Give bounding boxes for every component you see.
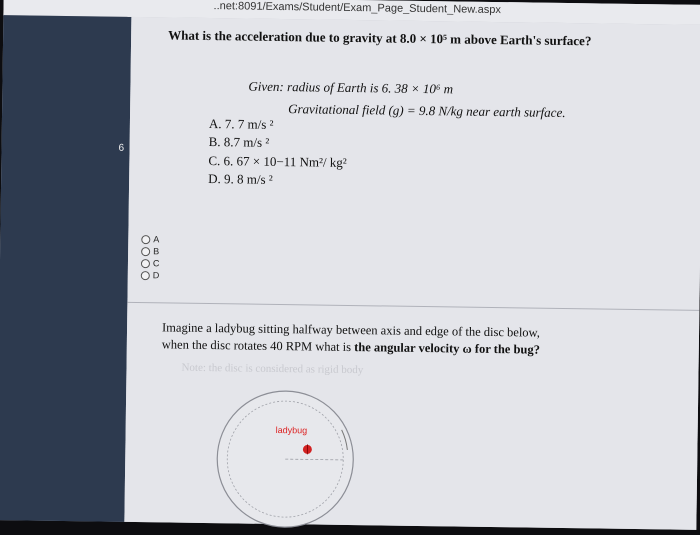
- ladybug-label: ladybug: [276, 425, 308, 435]
- radio-label: A: [153, 234, 159, 244]
- radio-option-c[interactable]: [141, 257, 160, 269]
- option-a: A. 7. 7 m/s ²: [209, 116, 274, 133]
- question-2-line2b: the angular velocity ω for the bug?: [354, 340, 540, 357]
- option-c: C. 6. 67 × 10−11 Nm²/ kg²: [208, 153, 346, 171]
- radio-circle-icon[interactable]: [141, 247, 150, 256]
- question-2-text: [162, 319, 592, 359]
- radio-option-a[interactable]: [141, 233, 160, 245]
- question-2-line1: Imagine a ladybug sitting halfway between axis and edge of the disc below,: [162, 320, 540, 339]
- radio-circle-icon[interactable]: [141, 235, 150, 244]
- question-2-line2a: when the disc rotates 40 RPM what is: [162, 337, 355, 354]
- url-text: ..net:8091/Exams/Student/Exam_Page_Student_New.aspx: [213, 0, 501, 16]
- radio-option-d[interactable]: [141, 269, 160, 281]
- answer-radio-group: [141, 233, 160, 281]
- radio-circle-icon[interactable]: [141, 259, 150, 268]
- question-1-text: What is the acceleration due to gravity at 8.0 × 10⁵ m above Earth's surface?: [168, 27, 598, 49]
- option-d: D. 9. 8 m/s ²: [208, 171, 273, 188]
- option-b: B. 8.7 m/s ²: [209, 134, 270, 151]
- radio-option-b[interactable]: [141, 245, 160, 257]
- radio-label: B: [153, 246, 159, 256]
- rigid-body-note: Note: the disc is considered as rigid body: [181, 362, 363, 377]
- radio-label: C: [153, 258, 160, 268]
- question-number: 6: [118, 143, 124, 154]
- radio-label: D: [153, 270, 160, 280]
- radio-circle-icon[interactable]: [141, 271, 150, 280]
- question-sidebar: [0, 15, 131, 522]
- given-radius: Given: radius of Earth is 6. 38 × 10⁶ m: [248, 79, 453, 98]
- given-field: Gravitational field (g) = 9.8 N/kg near earth surface.: [288, 101, 566, 121]
- rotating-disc: [214, 388, 356, 530]
